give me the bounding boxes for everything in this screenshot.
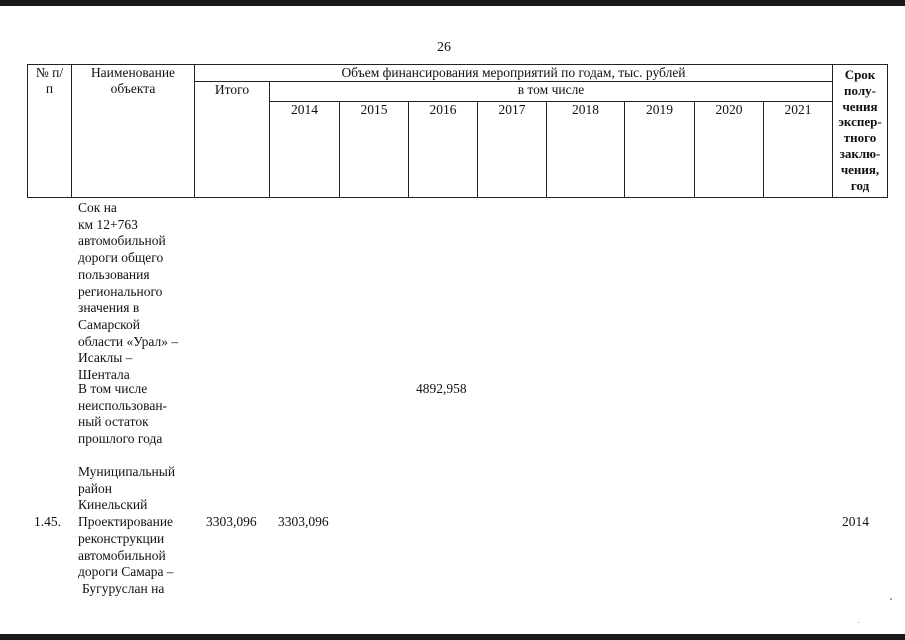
- header-total: Итого: [195, 82, 270, 198]
- header-no: № п/п: [28, 65, 72, 198]
- header-year-2019: 2019: [625, 102, 695, 198]
- row-3-deadline: 2014: [842, 514, 869, 529]
- scan-speck: [858, 622, 859, 623]
- page-number: 26: [437, 40, 451, 55]
- row-3-name: Муниципальный район Кинельский Проектирование реконструкции автомобильной дороги Самара – Бугуруслан на: [78, 464, 176, 596]
- row-3-number: 1.45.: [34, 514, 61, 529]
- row-3-value-2014: 3303,096: [278, 514, 329, 529]
- header-year-2021: 2021: [764, 102, 833, 198]
- row-3-total: 3303,096: [206, 514, 257, 529]
- header-name: Наименование объекта: [72, 65, 195, 198]
- header-funding: Объем финансирования мероприятий по годам, тыс. рублей: [195, 65, 833, 82]
- row-2-name: В том числе неиспользован- ный остаток прошлого года: [78, 381, 168, 447]
- header-year-2014: 2014: [270, 102, 340, 198]
- scan-speck: [890, 598, 892, 600]
- header-year-2015: 2015: [340, 102, 409, 198]
- header-deadline: Срок полу- чения экспер- тного заклю- чения, год: [833, 65, 888, 198]
- bottom-rule: [0, 634, 905, 640]
- row-2-value-2016: 4892,958: [416, 381, 467, 396]
- top-rule: [0, 0, 905, 6]
- row-1-name: Сок на км 12+763 автомобильной дороги общего пользования регионального значения в Самарской области «Урал» – Исаклы – Шентала: [78, 200, 179, 383]
- header-including: в том числе: [270, 82, 833, 102]
- header-year-2017: 2017: [478, 102, 547, 198]
- header-year-2016: 2016: [409, 102, 478, 198]
- header-table: [27, 64, 888, 198]
- header-year-2020: 2020: [695, 102, 764, 198]
- header-year-2018: 2018: [547, 102, 625, 198]
